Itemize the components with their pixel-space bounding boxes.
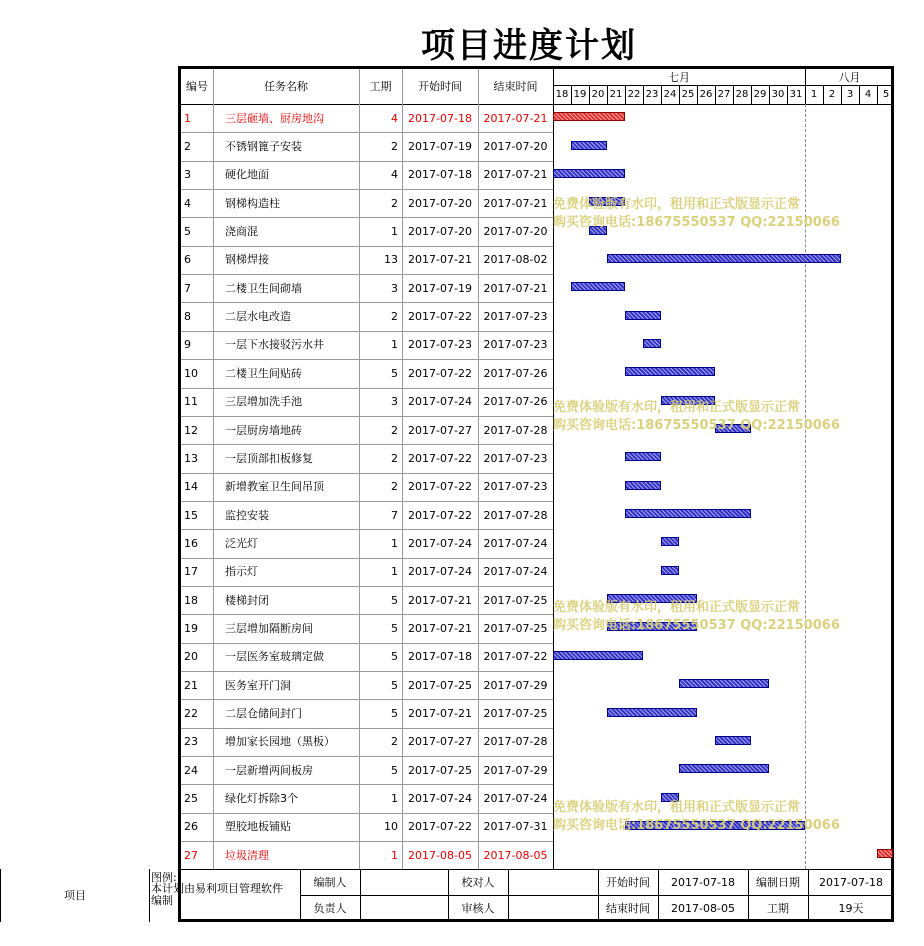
day-label: 1: [810, 88, 818, 100]
task-name: 塑胶地板铺贴: [225, 820, 291, 834]
task-end: 2017-07-23: [483, 480, 548, 494]
task-duration: 13: [384, 253, 398, 267]
task-duration: 2: [391, 423, 398, 437]
task-name: 一层下水接驳污水井: [225, 338, 324, 352]
gantt-bar[interactable]: [679, 764, 769, 773]
task-end: 2017-07-26: [483, 366, 548, 380]
grid-line: [181, 501, 553, 502]
grid-line: [787, 85, 788, 104]
watermark-line: 免费体验版有水印，租用和正式版显示正常: [553, 400, 801, 415]
day-label: 4: [864, 88, 872, 100]
task-no: 12: [184, 423, 198, 437]
watermark: [553, 599, 840, 635]
task-no: 21: [184, 678, 198, 692]
task-duration: 5: [391, 593, 398, 607]
task-end: 2017-07-25: [483, 707, 548, 721]
grid-line: [181, 614, 553, 615]
grid-line: [181, 813, 553, 814]
watermark-line: 免费体验版有水印，租用和正式版显示正常: [553, 197, 801, 212]
task-end: 2017-07-21: [483, 196, 548, 210]
day-label: 29: [753, 88, 767, 100]
footer-reviewer-label: 审核人: [461, 902, 495, 916]
task-no: 4: [184, 196, 191, 210]
task-no: 27: [184, 848, 198, 862]
task-duration: 5: [391, 621, 398, 635]
grid-line: [823, 85, 824, 104]
month-july: 七月: [668, 70, 690, 84]
footer-start-value: 2017-07-18: [671, 875, 735, 889]
day-label: 2: [828, 88, 836, 100]
task-start: 2017-07-23: [408, 338, 472, 352]
gantt-bar[interactable]: [607, 254, 841, 263]
task-duration: 5: [391, 678, 398, 692]
task-name: 钢梯焊接: [225, 253, 269, 267]
task-start: 2017-08-05: [408, 848, 472, 862]
task-duration: 4: [391, 111, 398, 125]
task-no: 20: [184, 650, 198, 664]
grid-line: [181, 643, 553, 644]
grid-line: [181, 586, 553, 587]
task-end: 2017-07-26: [483, 395, 548, 409]
grid-line: [181, 132, 553, 133]
task-duration: 1: [391, 848, 398, 862]
task-end: 2017-08-02: [483, 253, 548, 267]
task-start: 2017-07-24: [408, 565, 472, 579]
task-name: 绿化灯拆除3个: [225, 792, 298, 806]
task-end: 2017-07-22: [483, 650, 548, 664]
task-end: 2017-07-23: [483, 338, 548, 352]
grid-line: [805, 85, 806, 104]
day-label: 24: [663, 88, 677, 100]
task-no: 5: [184, 225, 191, 239]
task-end: 2017-07-23: [483, 451, 548, 465]
day-label: 5: [882, 88, 890, 100]
task-duration: 1: [391, 792, 398, 806]
day-label: 27: [717, 88, 731, 100]
task-duration: 5: [391, 707, 398, 721]
grid-line: [181, 444, 553, 445]
task-start: 2017-07-22: [408, 310, 472, 324]
grid-line: [181, 699, 553, 700]
task-end: 2017-07-29: [483, 678, 548, 692]
task-no: 16: [184, 536, 198, 550]
task-name: 三层增加洗手池: [225, 395, 302, 409]
task-end: 2017-07-20: [483, 140, 548, 154]
task-start: 2017-07-18: [408, 168, 472, 182]
gantt-bar[interactable]: [661, 566, 679, 575]
task-name: 一层顶部扣板修复: [225, 451, 313, 465]
grid-line: [805, 69, 806, 85]
gantt-bar[interactable]: [625, 367, 715, 376]
gantt-bar[interactable]: [571, 282, 625, 291]
grid-line: [181, 274, 553, 275]
task-start: 2017-07-18: [408, 650, 472, 664]
task-duration: 5: [391, 763, 398, 777]
task-duration: 3: [391, 395, 398, 409]
watermark: [553, 399, 840, 435]
task-name: 钢梯构造柱: [225, 196, 280, 210]
task-no: 3: [184, 168, 191, 182]
task-start: 2017-07-22: [408, 480, 472, 494]
footer-end-value: 2017-08-05: [671, 902, 735, 916]
task-name: 浇商混: [225, 225, 258, 239]
task-name: 垃圾清理: [225, 848, 269, 862]
footer-start-label: 开始时间: [606, 875, 650, 889]
gantt-bar[interactable]: [553, 112, 625, 121]
task-no: 26: [184, 820, 198, 834]
task-name: 泛光灯: [225, 536, 258, 550]
task-start: 2017-07-24: [408, 395, 472, 409]
grid-line: [181, 189, 553, 190]
day-label: 23: [645, 88, 659, 100]
task-start: 2017-07-25: [408, 763, 472, 777]
footer-checker-label: 校对人: [461, 875, 495, 889]
grid-line: [697, 85, 698, 104]
grid-line: [181, 529, 553, 530]
gantt-bar[interactable]: [625, 311, 661, 320]
footer-note: 编制: [151, 894, 173, 907]
task-end: 2017-07-23: [483, 310, 548, 324]
task-no: 25: [184, 792, 198, 806]
footer-editor-label: 编制人: [313, 875, 347, 889]
task-duration: 3: [391, 281, 398, 295]
watermark: [553, 799, 840, 835]
grid-line: [181, 473, 553, 474]
gantt-bar[interactable]: [571, 141, 607, 150]
grid-line: [181, 756, 553, 757]
task-end: 2017-07-25: [483, 621, 548, 635]
grid-line: [607, 85, 608, 104]
task-start: 2017-07-18: [408, 111, 472, 125]
task-no: 6: [184, 253, 191, 267]
task-end: 2017-07-29: [483, 763, 548, 777]
task-start: 2017-07-19: [408, 281, 472, 295]
grid-line: [715, 85, 716, 104]
grid-line: [625, 85, 626, 104]
task-no: 14: [184, 480, 198, 494]
task-no: 10: [184, 366, 198, 380]
footer-end-label: 结束时间: [606, 902, 650, 916]
task-no: 17: [184, 565, 198, 579]
gantt-bar[interactable]: [625, 452, 661, 461]
gantt-bar[interactable]: [661, 537, 679, 546]
watermark-line: 购买咨询电话:18675550537 QQ:22150066: [553, 818, 840, 833]
watermark-line: 免费体验版有水印，租用和正式版显示正常: [553, 600, 801, 615]
task-start: 2017-07-19: [408, 140, 472, 154]
task-name: 医务室开门洞: [225, 678, 291, 692]
day-label: 30: [771, 88, 785, 100]
day-label: 20: [591, 88, 605, 100]
task-start: 2017-07-21: [408, 621, 472, 635]
footer-date-label: 编制日期: [756, 875, 800, 889]
header-start: 开始时间: [418, 80, 462, 93]
grid-line: [181, 161, 553, 162]
task-name: 楼梯封闭: [225, 593, 269, 607]
gantt-bar[interactable]: [643, 339, 661, 348]
day-label: 28: [735, 88, 749, 100]
task-name: 二层仓储间封门: [225, 707, 302, 721]
grid-line: [181, 359, 553, 360]
gantt-bar[interactable]: [553, 169, 625, 178]
grid-line: [589, 85, 590, 104]
watermark: [553, 196, 840, 232]
day-label: 18: [555, 88, 569, 100]
task-name: 新增教室卫生间吊顶: [225, 480, 324, 494]
header-task-name: 任务名称: [264, 80, 308, 93]
task-duration: 2: [391, 140, 398, 154]
page-title: 项目进度计划: [421, 26, 637, 66]
watermark-line: 购买咨询电话:18675550537 QQ:22150066: [553, 418, 840, 433]
grid-line: [877, 85, 878, 104]
task-duration: 2: [391, 451, 398, 465]
grid-line: [360, 869, 361, 922]
grid-line: [181, 784, 553, 785]
footer-legend-label: 图例:: [151, 871, 177, 884]
grid-line: [571, 85, 572, 104]
task-end: 2017-07-28: [483, 423, 548, 437]
task-end: 2017-07-21: [483, 281, 548, 295]
grid-line: [508, 869, 509, 922]
task-name: 二楼卫生间砌墙: [225, 281, 302, 295]
day-label: 25: [681, 88, 695, 100]
header-duration: 工期: [369, 80, 392, 93]
task-duration: 10: [384, 820, 398, 834]
task-no: 7: [184, 281, 191, 295]
day-label: 3: [846, 88, 854, 100]
grid-line: [181, 246, 553, 247]
gantt-bar[interactable]: [625, 481, 661, 490]
task-start: 2017-07-21: [408, 707, 472, 721]
day-label: 21: [609, 88, 623, 100]
day-label: 19: [573, 88, 587, 100]
header-no: 编号: [186, 80, 208, 93]
task-name: 三层增加隔断房间: [225, 621, 313, 635]
task-duration: 4: [391, 168, 398, 182]
task-duration: 1: [391, 565, 398, 579]
task-end: 2017-07-28: [483, 508, 548, 522]
task-no: 18: [184, 593, 198, 607]
task-name: 增加家长园地（黑板）: [225, 735, 335, 749]
grid-line: [841, 85, 842, 104]
task-no: 23: [184, 735, 198, 749]
task-end: 2017-07-21: [483, 111, 548, 125]
watermark-line: 购买咨询电话:18675550537 QQ:22150066: [553, 215, 840, 230]
task-start: 2017-07-27: [408, 735, 472, 749]
task-name: 监控安装: [225, 508, 269, 522]
grid-line: [181, 388, 553, 389]
task-start: 2017-07-27: [408, 423, 472, 437]
footer-date-value: 2017-07-18: [819, 875, 883, 889]
day-label: 31: [789, 88, 803, 100]
footer-duration-value: 19天: [838, 902, 864, 916]
task-start: 2017-07-20: [408, 225, 472, 239]
task-name: 硬化地面: [225, 168, 269, 182]
task-duration: 2: [391, 310, 398, 324]
task-end: 2017-07-20: [483, 225, 548, 239]
gantt-bar[interactable]: [679, 679, 769, 688]
task-duration: 1: [391, 536, 398, 550]
header-end: 结束时间: [493, 80, 538, 93]
grid-line: [751, 85, 752, 104]
task-duration: 2: [391, 735, 398, 749]
task-end: 2017-07-24: [483, 792, 548, 806]
task-name: 指示灯: [225, 565, 258, 579]
task-no: 24: [184, 763, 198, 777]
task-name: 二楼卫生间贴砖: [225, 366, 302, 380]
task-start: 2017-07-22: [408, 820, 472, 834]
task-no: 19: [184, 621, 198, 635]
task-name: 三层砸墙、厨房地沟: [225, 111, 324, 125]
footer-project-label: 项目: [64, 889, 86, 903]
grid-line: [181, 558, 553, 559]
task-name: 一层新增两间板房: [225, 763, 313, 777]
task-no: 22: [184, 707, 198, 721]
task-no: 13: [184, 451, 198, 465]
grid-line: [661, 85, 662, 104]
task-no: 15: [184, 508, 198, 522]
task-end: 2017-07-31: [483, 820, 548, 834]
grid-line: [181, 331, 553, 332]
task-end: 2017-08-05: [483, 848, 548, 862]
gantt-bar[interactable]: [877, 849, 893, 858]
task-no: 1: [184, 111, 191, 125]
task-duration: 7: [391, 508, 398, 522]
task-start: 2017-07-24: [408, 792, 472, 806]
task-no: 8: [184, 310, 191, 324]
grid-line: [553, 69, 554, 869]
grid-line: [859, 85, 860, 104]
task-name: 一层厨房墙地砖: [225, 423, 302, 437]
task-end: 2017-07-24: [483, 536, 548, 550]
task-start: 2017-07-22: [408, 508, 472, 522]
watermark-line: 免费体验版有水印，租用和正式版显示正常: [553, 800, 801, 815]
task-end: 2017-07-25: [483, 593, 548, 607]
task-duration: 5: [391, 366, 398, 380]
task-start: 2017-07-25: [408, 678, 472, 692]
gantt-bar[interactable]: [607, 708, 697, 717]
grid-line: [181, 841, 553, 842]
grid-line: [679, 85, 680, 104]
task-start: 2017-07-20: [408, 196, 472, 210]
task-no: 11: [184, 395, 198, 409]
task-duration: 2: [391, 480, 398, 494]
task-no: 9: [184, 338, 191, 352]
task-duration: 1: [391, 225, 398, 239]
footer-note: 本计划由易利项目管理软件: [151, 882, 283, 895]
task-end: 2017-07-21: [483, 168, 548, 182]
task-end: 2017-07-24: [483, 565, 548, 579]
grid-line: [181, 416, 553, 417]
task-name: 不锈钢篦子安装: [225, 140, 302, 154]
grid-line: [181, 728, 553, 729]
gantt-bar[interactable]: [625, 509, 751, 518]
task-duration: 5: [391, 650, 398, 664]
task-duration: 2: [391, 196, 398, 210]
task-name: 二层水电改造: [225, 310, 291, 324]
day-label: 22: [627, 88, 641, 100]
gantt-bar[interactable]: [553, 651, 643, 660]
task-start: 2017-07-22: [408, 451, 472, 465]
footer-duration-label: 工期: [767, 902, 789, 916]
grid-line: [181, 671, 553, 672]
grid-line: [181, 217, 553, 218]
task-end: 2017-07-28: [483, 735, 548, 749]
day-label: 26: [699, 88, 713, 100]
footer-owner-label: 负责人: [313, 902, 347, 916]
grid-line: [643, 85, 644, 104]
task-name: 一层医务室玻璃定做: [225, 650, 324, 664]
task-start: 2017-07-22: [408, 366, 472, 380]
task-duration: 1: [391, 338, 398, 352]
month-august: 八月: [838, 70, 861, 84]
grid-line: [733, 85, 734, 104]
task-no: 2: [184, 140, 191, 154]
grid-line: [769, 85, 770, 104]
task-start: 2017-07-21: [408, 593, 472, 607]
grid-line: [181, 302, 553, 303]
task-start: 2017-07-21: [408, 253, 472, 267]
task-start: 2017-07-24: [408, 536, 472, 550]
gantt-bar[interactable]: [715, 736, 751, 745]
watermark-line: 购买咨询电话:18675550537 QQ:22150066: [553, 618, 840, 633]
